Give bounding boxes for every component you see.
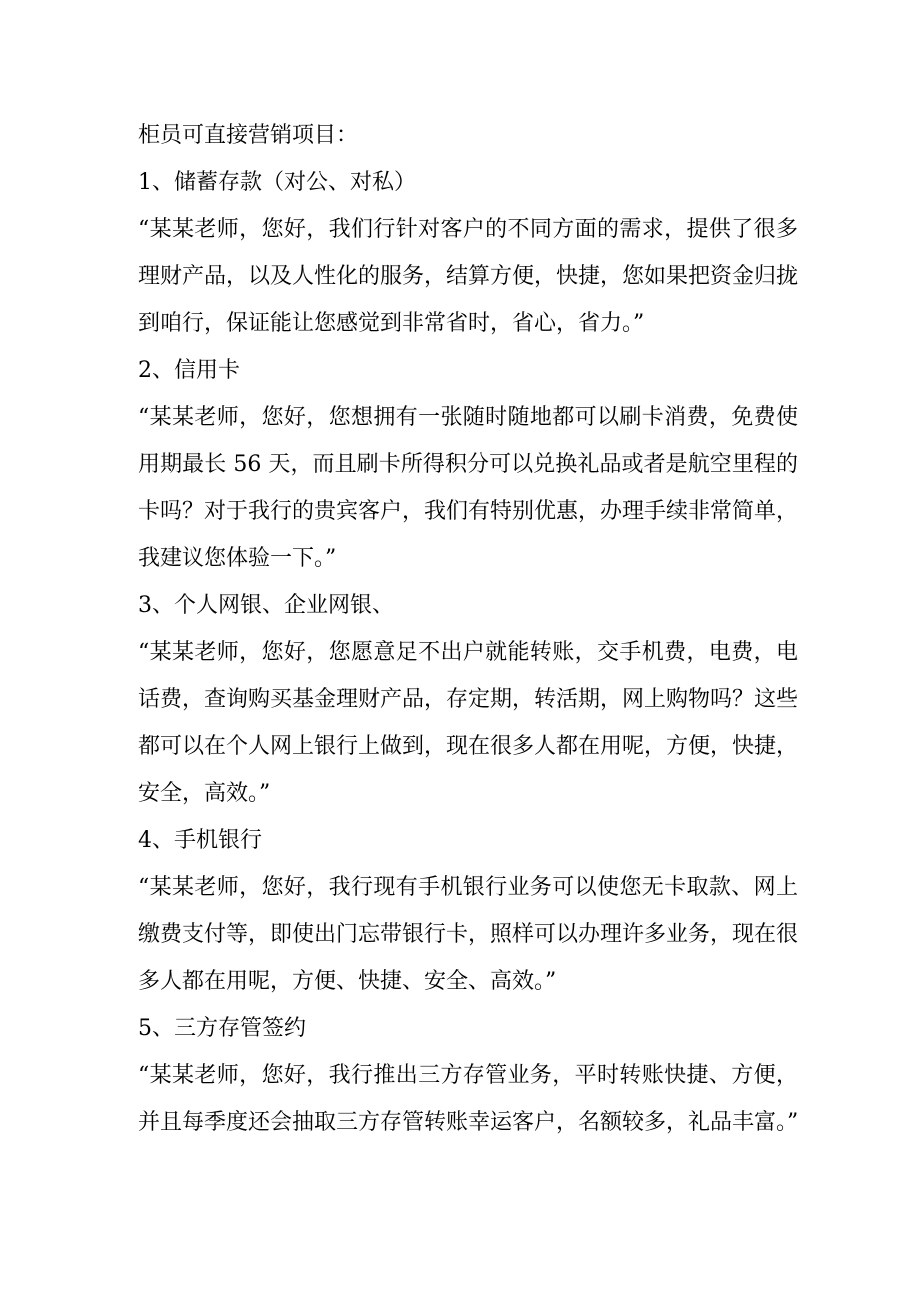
section-title: 3、个人网银、企业网银、 [138,593,394,618]
paragraph-line: 安全，高效。” [138,781,271,806]
document-heading: 柜员可直接营销项目： [138,123,359,148]
section-title: 5、三方存管签约 [138,1016,306,1041]
section-credit-card [138,347,798,582]
section-title: 1、储蓄存款（对公、对私） [138,170,416,195]
section-title: 4、手机银行 [138,828,262,853]
section-savings [138,159,798,347]
paragraph-line: “某某老师，您好，您愿意足不出户就能转账，交手机费，电费，电 [138,640,798,665]
paragraph-line: 缴费支付等，即使出门忘带银行卡，照样可以办理许多业务，现在很 [138,922,799,947]
section-online-banking [138,582,798,817]
section-third-party-custody [138,1005,798,1146]
paragraph-line: “某某老师，您好，我们行针对客户的不同方面的需求，提供了很多 [138,217,798,242]
paragraph-line: 话费，查询购买基金理财产品，存定期，转活期，网上购物吗？这些 [138,687,799,712]
paragraph-line: “某某老师，您好，您想拥有一张随时随地都可以刷卡消费，免费使 [138,405,798,430]
paragraph-line: 多人都在用呢，方便、快捷、安全、高效。” [138,969,557,994]
paragraph-line: “某某老师，您好，我行推出三方存管业务，平时转账快捷、方便， [138,1063,798,1088]
paragraph-line: “某某老师，您好，我行现有手机银行业务可以使您无卡取款、网上 [138,875,798,900]
paragraph-line: 理财产品，以及人性化的服务，结算方便，快捷，您如果把资金归拢 [138,264,799,289]
paragraph-line: 并且每季度还会抽取三方存管转账幸运客户，名额较多，礼品丰富。” [138,1110,799,1135]
paragraph-line: 我建议您体验一下。” [138,546,337,571]
paragraph-line: 到咱行，保证能让您感觉到非常省时，省心，省力。” [138,311,645,336]
section-title: 2、信用卡 [138,358,240,383]
paragraph-line: 都可以在个人网上银行上做到，现在很多人都在用呢，方便，快捷， [138,734,799,759]
paragraph-line: 卡吗？对于我行的贵宾客户，我们有特别优惠，办理手续非常简单， [138,499,799,524]
paragraph-line: 用期最长 56 天，而且刷卡所得积分可以兑换礼品或者是航空里程的 [138,452,798,477]
document-body [138,112,798,1146]
section-mobile-banking [138,817,798,1005]
